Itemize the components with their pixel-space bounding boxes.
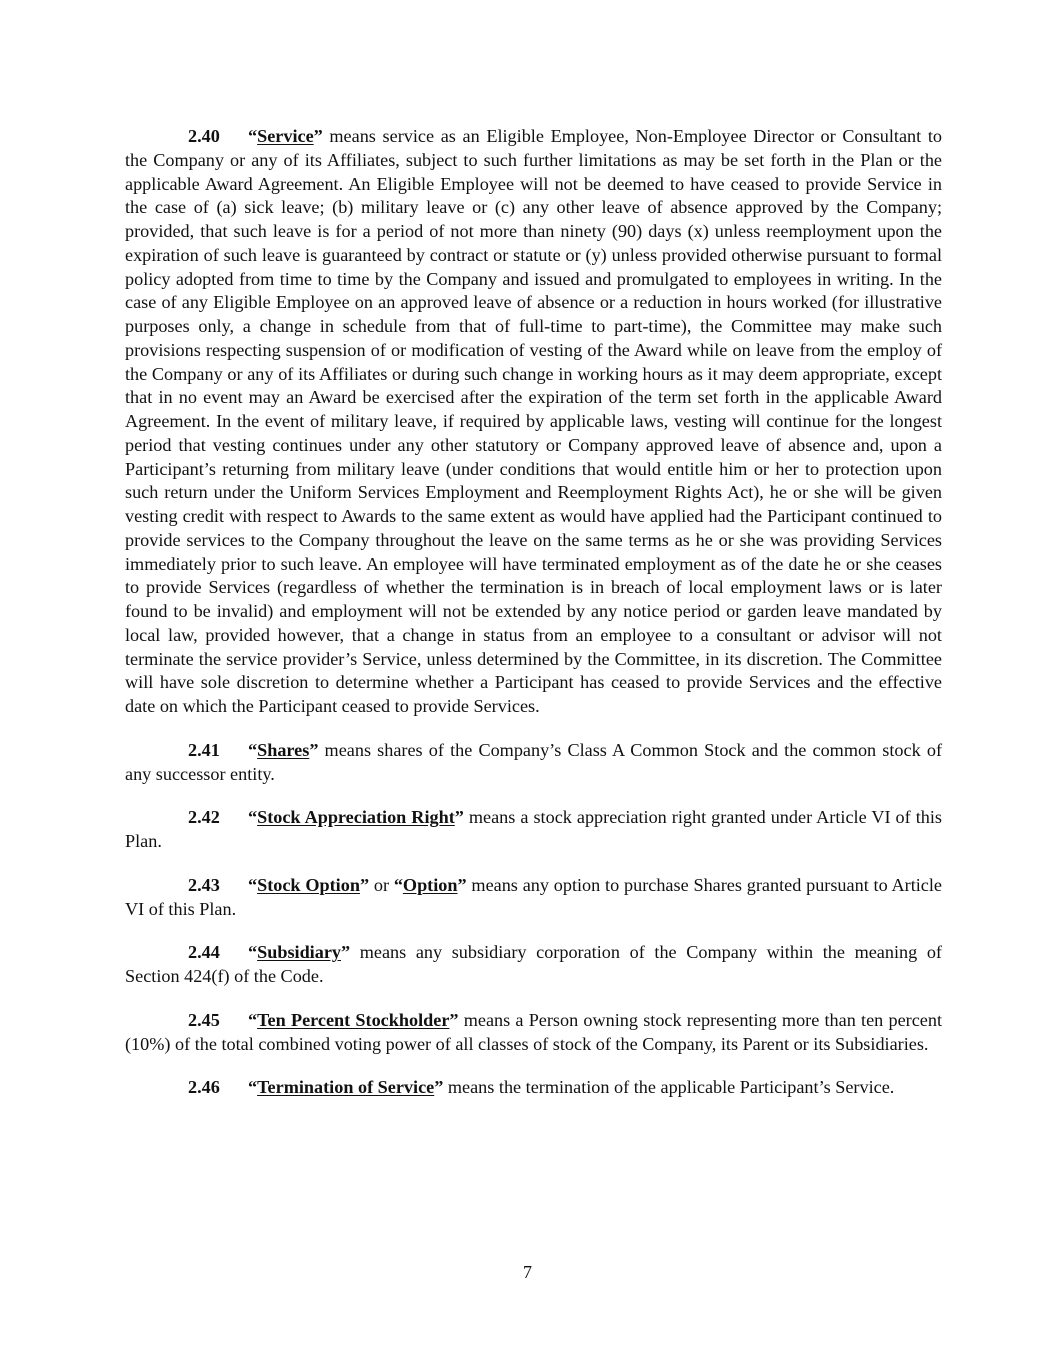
definition-text: means the termination of the applicable Participant’s Service.	[443, 1077, 895, 1098]
defined-term: “Termination of Service”	[248, 1077, 444, 1098]
definition-text: means any subsidiary corporation of the Company within the meaning of Section 424(f) of the Code.	[125, 942, 942, 986]
definition-paragraph-2-43	[125, 874, 942, 922]
definition-text: means any option to purchase Shares granted pursuant to Article VI of this Plan.	[125, 874, 943, 919]
defined-term-label: Service	[257, 126, 314, 146]
defined-term: “Ten Percent Stockholder”	[248, 1009, 459, 1030]
definition-paragraph-2-44	[125, 941, 942, 989]
defined-term: “Shares”	[248, 739, 319, 760]
definition-text: means a stock appreciation right granted under Article VI of this Plan.	[125, 807, 942, 851]
defined-term-label: Ten Percent Stockholder	[257, 1009, 450, 1030]
defined-term-label: Stock Appreciation Right	[257, 807, 455, 828]
defined-term: “Stock Appreciation Right”	[248, 807, 464, 828]
defined-term: “Service”	[248, 126, 323, 146]
section-number: 2.46	[188, 1077, 220, 1098]
defined-term-alternate: “Option”	[393, 874, 467, 895]
section-number: 2.40	[188, 126, 220, 146]
defined-term: “Subsidiary”	[248, 942, 351, 963]
section-number: 2.41	[188, 739, 220, 760]
section-number: 2.45	[188, 1009, 220, 1030]
section-number: 2.42	[188, 807, 220, 828]
document-page	[125, 125, 942, 1120]
defined-term-label: Subsidiary	[257, 942, 341, 963]
defined-term-label: Stock Option	[257, 874, 360, 895]
definition-paragraph-2-41	[125, 739, 942, 787]
section-number: 2.44	[188, 942, 220, 963]
term-connector: or	[369, 874, 394, 895]
page-number: 7	[523, 1262, 532, 1282]
defined-term-label: Shares	[257, 739, 310, 760]
defined-term-alternate-label: Option	[402, 874, 458, 895]
definition-text: means a Person owning stock representing more than ten percent (10%) of the total combined voting power of all classes of stock of the Company, its Parent or its Subsidiaries.	[125, 1009, 942, 1054]
definition-paragraph-2-46	[125, 1076, 942, 1100]
definition-paragraph-2-45	[125, 1009, 942, 1057]
definition-paragraph-2-42	[125, 806, 942, 854]
section-number: 2.43	[188, 874, 220, 895]
definition-paragraph-2-40	[125, 125, 942, 719]
definition-text: means shares of the Company’s Class A Common Stock and the common stock of any successor entity.	[125, 739, 942, 784]
defined-term: “Stock Option”	[248, 874, 370, 895]
defined-term-label: Termination of Service	[257, 1077, 435, 1098]
definition-text: means service as an Eligible Employee, Non-Employee Director or Consultant to the Company or any of its Affiliates, subject to such further limitations as may be set forth in the Plan or the applicable Award Agreement. An Eligible Employee will not be deemed to have ceased to provide Service in the case of (a) sick leave; (b) military leave or (c) any other leave of absence approved by the Company; provided, that such leave is for a period of not more than ninety (90) days (x) unless reemployment upon the expiration of such leave is guaranteed by contract or statute or (y) unless provided otherwise pursuant to formal policy adopted from time to time by the Company and issued and promulgated to employees in writing. In the case of any Eligible Employee on an approved leave of absence or a reduction in hours worked (for illustrative purposes only, a change in schedule from that of full-time to part-time), the Committee may make such provisions respecting suspension of or modification of vesting of the Award while on leave from the employ of the Company or any of its Affiliates or during such change in working hours as it may deem appropriate, except that in no event may an Award be exercised after the expiration of the term set forth in the applicable Award Agreement. In the event of military leave, if required by applicable laws, vesting will continue for the longest period that vesting continues under any other statutory or Company approved leave of absence and, upon a Participant’s returning from military leave (under conditions that would entitle him or her to protection upon such return under the Uniform Services Employment and Reemployment Rights Act), he or she will be given vesting credit with respect to Awards to the same extent as would have applied had the Participant continued to provide services to the Company throughout the leave on the same terms as he or she was providing Services immediately prior to such leave. An employee will have terminated employment as of the date he or she ceases to provide Services (regardless of whether the termination is in breach of local employment laws or is later found to be invalid) and employment will not be extended by any notice period or garden leave mandated by local law, provided however, that a change in status from an employee to a consultant or advisor will not terminate the service provider’s Service, unless determined by the Committee, in its discretion. The Committee will have sole discretion to determine whether a Participant has ceased to provide Services and the effective date on which the Participant ceased to provide Services.	[125, 126, 942, 716]
